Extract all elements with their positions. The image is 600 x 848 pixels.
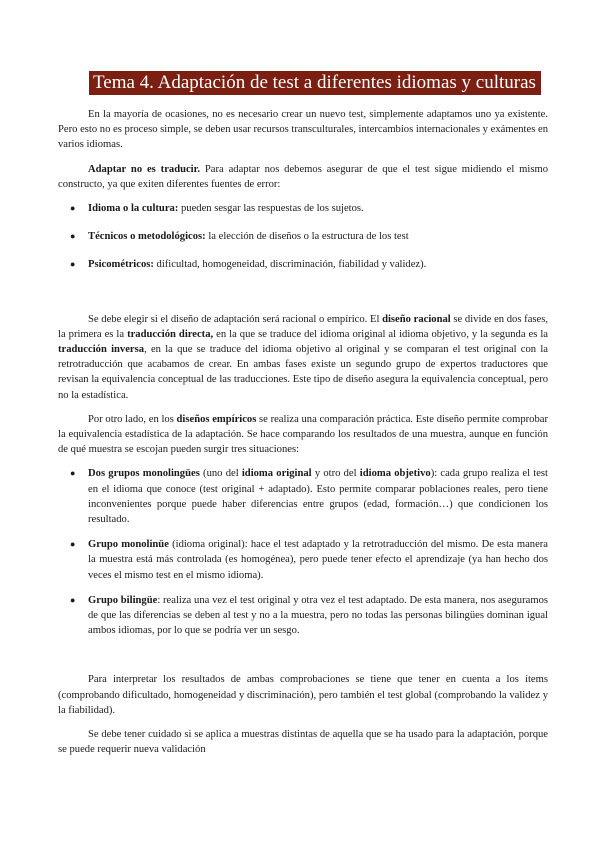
text-run: Se debe elegir si el diseño de adaptación será racional o empírico. El: [88, 313, 383, 325]
bold-run: Grupo monolinüe: [88, 539, 169, 551]
bold-run: traducción directa,: [127, 328, 214, 340]
adaptar-text: Para adaptar nos debemos asegurar de que el test sigue midiendo el mismo constructo, ya que exiten diferentes fuentes de error:: [58, 163, 549, 190]
text-run: : realiza una vez el test original y otra vez el test adaptado. De esta manera, nos aseguramos de que las diferencias se deben al test y no a la muestra, pero no todas las personas bilingües dominan igual ambos idiomas, por lo que se podría ver un sesgo.: [88, 594, 548, 637]
bullet-icon: ●: [70, 203, 76, 214]
document-body: [58, 107, 548, 767]
interpretar-paragraph: Para interpretar los resultados de ambas comprobaciones se tiene que tener en cuenta a los ítems (comprobando dificultado, homogeneidad y discriminación), pero también el test global (comprobando la validez y la fiabilidad).: [58, 674, 548, 716]
bullet-icon: ●: [70, 594, 76, 605]
text-run: , en la que se traduce del idioma objetivo al original y se comparan el test original con la retrotraducción que acabamos de crear. En ambas fases existe un segundo grupo de expertos traductores que revisan la equivalencia conceptual de las traducciones. Este tipo de diseño asegura la equivalencia conceptual, pero no la estadística.: [58, 344, 548, 401]
spacer: [58, 648, 548, 672]
adaptar-bold: Adaptar no es traducir.: [88, 163, 201, 175]
bold-run: Dos grupos monolingües: [88, 468, 200, 480]
item-bold: Técnicos o metodológicos:: [88, 231, 206, 243]
list-item: [58, 466, 548, 527]
list-item: [58, 229, 548, 244]
text-run: ): cada grupo realiza el test en el idioma que conoce (test original + adaptado). Esto permite comparar poblaciones reales, pero tiene inconvenientes porque puede haber diferencias entre grupos (edad, formación…) que condicionen los resultado.: [88, 468, 548, 526]
list-item: [58, 257, 548, 272]
text-run: Por otro lado, en los: [88, 413, 177, 425]
bold-run: diseños empíricos: [176, 413, 257, 425]
text-run: se divide en dos fases, la primera es la: [58, 313, 548, 340]
text-run: (uno del: [199, 468, 242, 480]
text-run: en la que se traduce del idioma original al idioma objetivo, y la segunda es la: [213, 328, 549, 340]
spacer: [58, 286, 548, 312]
item-bold: Psicométricos:: [88, 259, 154, 271]
bullet-icon: ●: [70, 468, 76, 479]
error-sources-list: [58, 201, 548, 273]
list-item: [58, 537, 548, 583]
item-text: dificultad, homogeneidad, discriminación, fiabilidad y validez).: [153, 259, 427, 271]
text-run: se realiza una comparación práctica. Este diseño permite comprobar la equivalencia estadística de la adaptación. Se hace comparando los resultados de una muestra, aunque en función de qué muestra se escojan pueden surgir tres situaciones:: [58, 413, 548, 456]
page-title: Tema 4. Adaptación de test a diferentes idiomas y culturas: [89, 71, 541, 95]
bold-run: idioma objetivo: [359, 468, 431, 480]
intro-paragraph: En la mayoría de ocasiones, no es necesario crear un nuevo test, simplemente adaptamos uno ya existente. Pero esto no es proceso simple, se deben usar recursos transculturales, intercambios internacionales y exámentes en varios idiomas.: [58, 109, 548, 151]
empirico-paragraph: [58, 412, 548, 458]
bullet-icon: ●: [70, 231, 76, 242]
list-item: [58, 593, 548, 639]
bold-run: Grupo bilingüe: [88, 594, 158, 606]
item-text: la elección de diseños o la estructura de los test: [205, 231, 409, 243]
item-bold: Idioma o la cultura:: [88, 203, 179, 215]
cuidado-paragraph: Se debe tener cuidado si se aplica a muestras distintas de aquella que se ha usado para la adaptación, porque se puede requerir nueva validación: [58, 729, 548, 756]
adaptar-paragraph: [58, 162, 548, 192]
racional-paragraph: [58, 312, 548, 403]
text-run: y otro del: [311, 468, 360, 480]
bold-run: diseño racional: [382, 313, 451, 325]
text-run: (idioma original): hace el test adaptado y la retrotraducción del mismo. De esta manera la muestra está más controlada (es homogénea), pero puede tener efecto el aprendizaje (ya han hecho dos veces el mismo test en el mismo idioma).: [88, 539, 548, 581]
bold-run: idioma original: [241, 468, 312, 480]
list-item: [58, 201, 548, 216]
situations-list: [58, 466, 548, 638]
item-text: pueden sesgar las respuestas de los sujetos.: [178, 203, 364, 215]
bullet-icon: ●: [70, 539, 76, 550]
bullet-icon: ●: [70, 259, 76, 270]
bold-run: traducción inversa: [58, 344, 145, 356]
